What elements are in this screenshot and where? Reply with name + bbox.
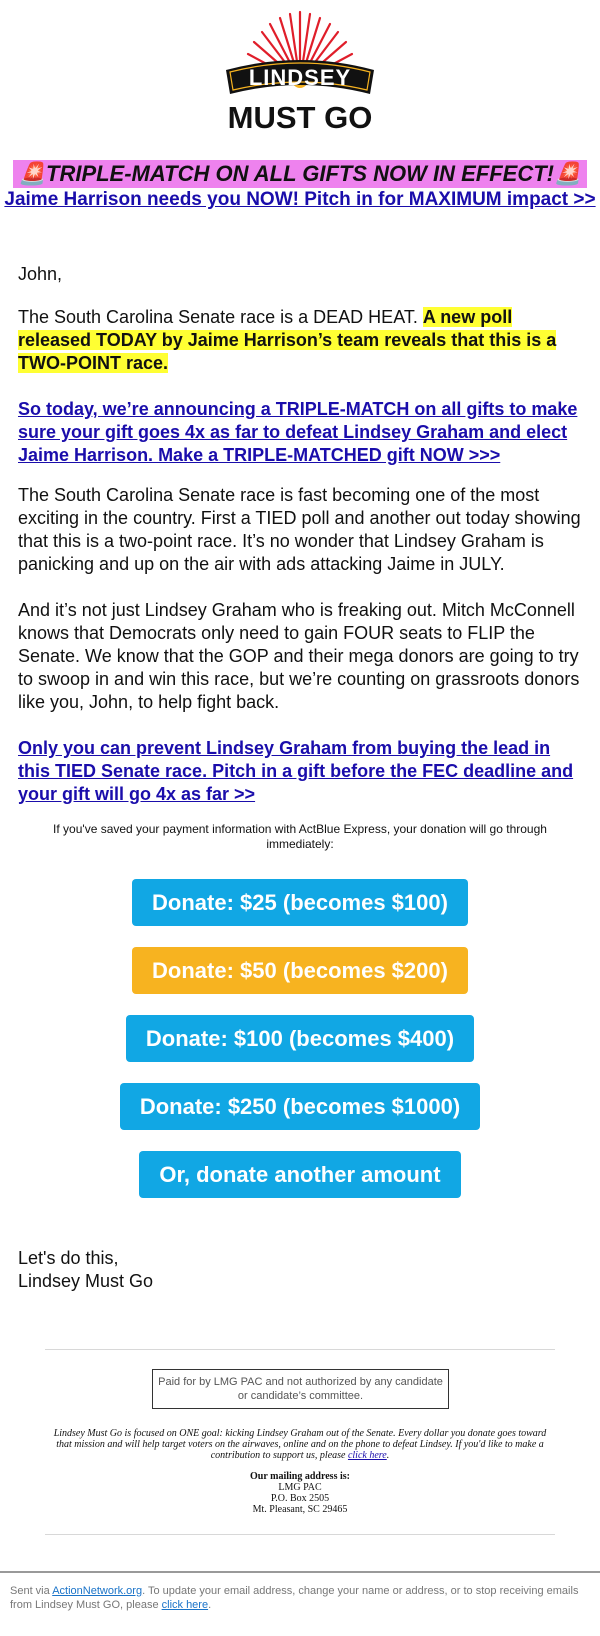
greeting: John, (18, 264, 63, 284)
lindsey-must-go-logo (220, 10, 380, 132)
disclaimer (50, 1428, 550, 1461)
footer (10, 1584, 595, 1612)
actionnetwork-link[interactable]: ActionNetwork.org (52, 1585, 143, 1597)
disclaimer-text: Lindsey Must Go is focused on ONE goal: kicking Lindsey Graham out of the Senate. Every dollar you donate goes toward that mission and will help target voters on the airwaves, online and on the phone to defeat Lindsey. If you'd like to make a contribution to support us, please (53, 1428, 547, 1461)
donate-100-button[interactable]: Donate: $100 (becomes $400) (126, 1015, 474, 1062)
p1-plain: The South Carolina Senate race is a DEAD HEAT. (18, 307, 423, 327)
mcconnell-paragraph: And it’s not just Lindsey Graham who is freaking out. Mitch McConnell knows that Democrats only need to gain FOUR seats to FLIP the Senate. We know that the GOP and their mega donors are going to try to swoop in and win this race, but we’re counting on grassroots donors like you, John, to help fight back. (18, 600, 580, 712)
signoff-line1: Let's do this, (18, 1248, 119, 1268)
headline-text: 🚨TRIPLE-MATCH ON ALL GIFTS NOW IN EFFECT!🚨 (13, 160, 588, 188)
divider (45, 1349, 555, 1350)
paid-for-text: Paid for by LMG PAC and not authorized by any candidate or candidate’s committee. (158, 1376, 443, 1402)
actblue-note: If you've saved your payment information with ActBlue Express, your donation will go through immediately: (53, 822, 547, 851)
disclaimer-contribute-link[interactable]: click here (347, 1450, 387, 1461)
subhead-link[interactable]: Jaime Harrison needs you NOW! Pitch in for MAXIMUM impact >> (4, 189, 596, 210)
triple-match-link[interactable]: So today, we’re announcing a TRIPLE-MATCH on all gifts to make sure your gift goes 4x as far to defeat Lindsey Graham and elect Jaime Harrison. Make a TRIPLE-MATCHED gift NOW >>> (18, 399, 578, 465)
fec-deadline-link[interactable]: Only you can prevent Lindsey Graham from buying the lead in this TIED Senate race. Pitch in a gift before the FEC deadline and your gift will go 4x as far >> (18, 738, 574, 804)
mailing-box: P.O. Box 2505 (270, 1493, 330, 1504)
unsubscribe-link[interactable]: click here (161, 1599, 209, 1611)
mailing-name: LMG PAC (278, 1482, 322, 1493)
mailing-heading: Our mailing address is: (250, 1471, 350, 1482)
donate-other-amount-button[interactable]: Or, donate another amount (139, 1151, 461, 1198)
footer-end: . (208, 1599, 212, 1611)
fec-deadline-link-paragraph[interactable] (18, 737, 584, 806)
disclaimer-end: . (386, 1450, 390, 1461)
signoff (18, 1247, 153, 1293)
mailing-city: Mt. Pleasant, SC 29465 (252, 1504, 348, 1515)
dead-heat-paragraph (18, 306, 584, 375)
signoff-line2: Lindsey Must Go (18, 1271, 154, 1291)
triple-match-link-paragraph[interactable] (18, 398, 584, 467)
p1-highlight: A new poll released TODAY by Jaime Harrison’s team reveals that this is a TWO-POINT race. (18, 307, 557, 373)
race-paragraph: The South Carolina Senate race is fast becoming one of the most exciting in the country. First a TIED poll and another out today showing that this is a two-point race. It’s no wonder that Lindsey Graham is panicking and up on the air with ads attacking Jaime in JULY. (18, 485, 581, 574)
footer-mid: . To update your email address, change your name or address, or to stop receiving emails from Lindsey Must GO, please (10, 1585, 579, 1611)
footer-pre: Sent via (10, 1585, 53, 1597)
donate-25-button[interactable]: Donate: $25 (becomes $100) (132, 879, 468, 926)
paid-for-box (152, 1369, 449, 1409)
triple-match-headline (0, 160, 600, 188)
divider (45, 1534, 555, 1535)
logo-text-must-go: MUST GO (227, 100, 373, 132)
mailing-address (0, 1471, 600, 1515)
logo-text-lindsey: LINDSEY (248, 65, 352, 90)
donate-50-button[interactable]: Donate: $50 (becomes $200) (132, 947, 468, 994)
donate-250-button[interactable]: Donate: $250 (becomes $1000) (120, 1083, 480, 1130)
footer-divider (0, 1571, 600, 1573)
maximum-impact-link[interactable] (0, 188, 600, 212)
